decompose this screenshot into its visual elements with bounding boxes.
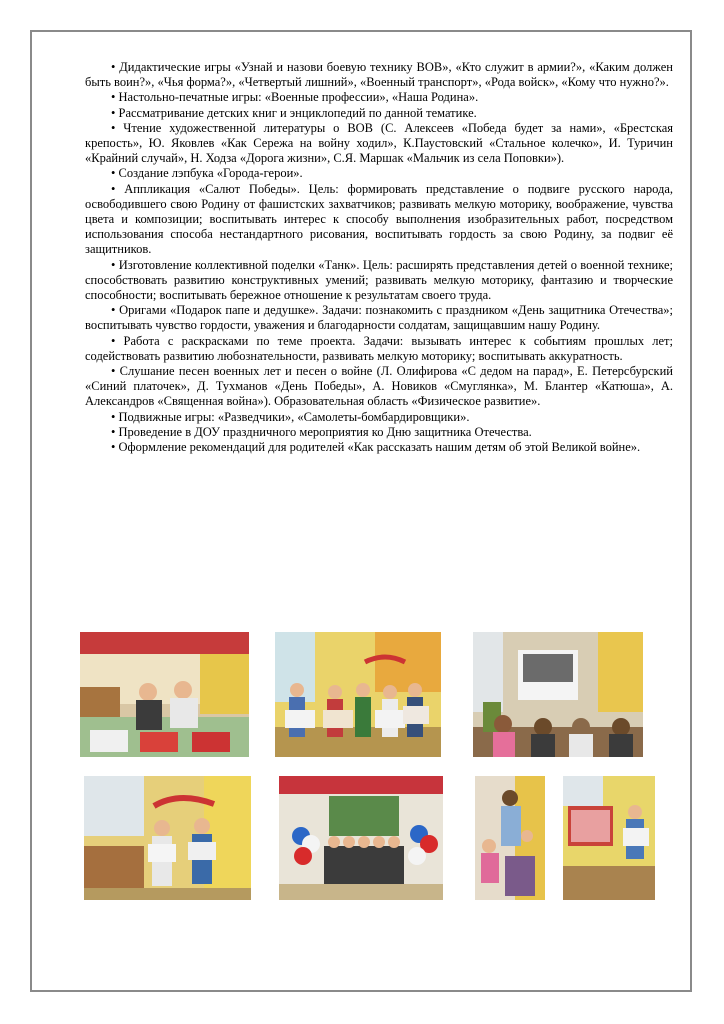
photo-children-at-table bbox=[80, 632, 249, 757]
paragraph-event: • Проведение в ДОУ праздничного мероприятия ко Дню защитника Отечества. bbox=[111, 424, 532, 439]
photo-group-with-balloons bbox=[279, 776, 443, 900]
paragraph-outdoor-games: • Подвижные игры: «Разведчики», «Самолеты-бомбардировщики». bbox=[111, 409, 470, 424]
paragraph-board-games: • Настольно-печатные игры: «Военные профессии», «Наша Родина». bbox=[111, 90, 479, 105]
document-body bbox=[85, 60, 673, 455]
paragraph-didactic-games: • Дидактические игры «Узнай и назови боевую технику ВОВ», «Кто служит в армии?», «Каким должен быть воин?», «Чья форма?», «Четвертый лишний», «Военный транспорт», «Рода войск», «Кому что нужно?». bbox=[85, 60, 673, 90]
paragraph-applique: • Аппликация «Салют Победы». Цель: формировать представление о подвиге русского народа, освободившего свою Родину от фашистских захватчиков; развивать мелкую моторику, воображение, чувства цвета и композиции; воспитывать интерес к способу выполнения изобразительных работ, посредством использования способа нестандартного рисования, воспитывать гордость за свою Родину, за подвиг её защитников. bbox=[85, 181, 673, 257]
paragraph-coloring: • Работа с раскрасками по теме проекта. Задачи: вызывать интерес к событиям прошлых лет; содействовать развитию любознательности, развивать мелкую моторику; воспитывать аккуратность. bbox=[85, 333, 673, 363]
paragraph-reading: • Чтение художественной литературы о ВОВ (С. Алексеев «Победа будет за нами», «Брестская крепость», Ю. Яковлев «Как Сережа на войну ходил», К.Паустовский «Стальное колечко», И. Туричин «Крайний случай», Н. Ходза «Дорога жизни», С.Я. Маршак «Мальчик из села Поповки»). bbox=[85, 120, 673, 166]
paragraph-tank: • Изготовление коллективной поделки «Танк». Цель: расширять представления детей о военной технике; способствовать развитию конструктивных умений; развивать мелкую моторику, фантазию и творческие способности; воспитывать бережное отношение к результатам своего труда. bbox=[85, 257, 673, 303]
photo-two-children-with-pictures bbox=[84, 776, 251, 900]
paragraph-origami: • Оригами «Подарок папе и дедушке». Задачи: познакомить с праздником «День защитника Отечества»; воспитывать чувство гордости, уважения и благодарности солдатам, защищавшим нашу Родину. bbox=[85, 303, 673, 333]
photo-children-with-posters bbox=[275, 632, 441, 757]
paragraph-songs: • Слушание песен военных лет и песен о войне (Л. Олифирова «С дедом на парад», Е. Петерсбурский «Синий платочек», Д. Тухманов «День Победы», А. Новиков «Смуглянка», М. Блантер «Катюша», А. Александров «Священная война»). Образовательная область «Физическое развитие». bbox=[85, 364, 673, 409]
photo-children-with-artwork bbox=[563, 776, 655, 900]
paragraph-parents: • Оформление рекомендаций для родителей «Как рассказать нашим детям об этой Великой войне». bbox=[111, 440, 641, 455]
photo-teacher-with-children bbox=[475, 776, 545, 900]
paragraph-lapbook: • Создание лэпбука «Города-герои». bbox=[111, 166, 303, 181]
paragraph-books: • Рассматривание детских книг и энциклопедий по данной тематике. bbox=[111, 105, 477, 120]
photo-children-watching-screen bbox=[473, 632, 643, 757]
